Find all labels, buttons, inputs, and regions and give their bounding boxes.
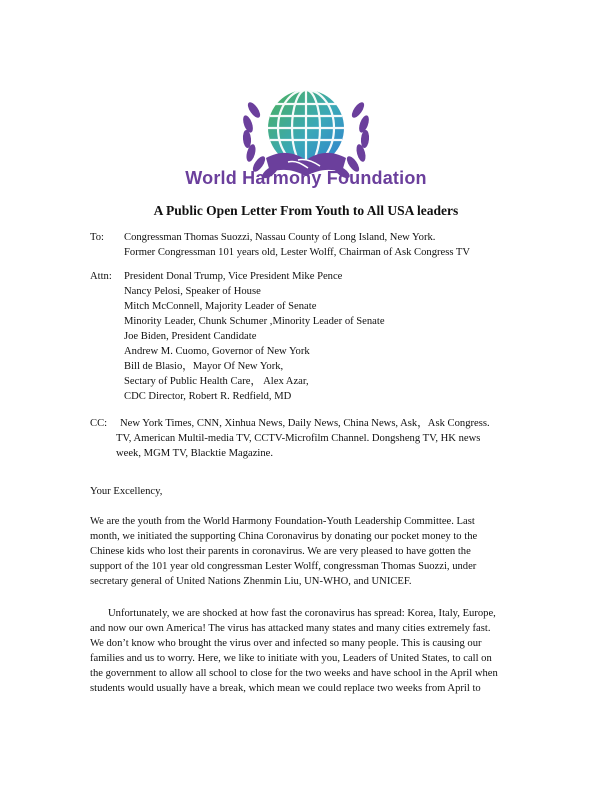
attn-line: Sectary of Public Health Care， Alex Azar, <box>124 376 309 387</box>
to-recipients <box>124 230 470 260</box>
paragraph-line: students would usually have a break, which mean we could replace two weeks from April to <box>90 683 481 694</box>
attn-line: Joe Biden, President Candidate <box>124 331 257 342</box>
attn-recipients <box>124 269 385 404</box>
salutation: Your Excellency, <box>90 486 163 497</box>
paragraph-line: and now our own America! The virus has attacked many states and many cities extremely fast. <box>90 623 491 634</box>
org-name: World Harmony Foundation <box>185 168 427 188</box>
paragraph-2 <box>90 606 498 696</box>
paragraph-line: support of the 101 year old congressman Lester Wolff, congressman Thomas Suozzi, under <box>90 561 477 572</box>
attn-line: Nancy Pelosi, Speaker of House <box>124 286 261 297</box>
cc-line: week, MGM TV, Blacktie Magazine. <box>116 448 274 459</box>
paragraph-line: families and us to worry. Here, we like to initiate with you, Leaders of United States, to call on <box>90 653 492 664</box>
attn-line: Minority Leader, Chunk Schumer ,Minority Leader of Senate <box>124 316 385 327</box>
paragraph-line: the government to allow all school to close for the two weeks and have school in the April when <box>90 668 498 679</box>
paragraph-line: We are the youth from the World Harmony Foundation-Youth Leadership Committee. Last <box>90 516 475 527</box>
attn-line: President Donal Trump, Vice President Mike Pence <box>124 271 343 282</box>
paragraph-line: secretary general of United Nations Zhenmin Liu, UN-WHO, and UNICEF. <box>90 576 412 587</box>
cc-label: CC: <box>90 418 108 429</box>
paragraph-line: Chinese kids who lost their parents in coronavirus. We are very pleased to have gotten the <box>90 546 471 557</box>
paragraph-line: We don’t know who brought the virus over and infected so many people. This is causing our <box>90 638 482 649</box>
to-label: To: <box>90 232 104 243</box>
attn-line: CDC Director, Robert R. Redfield, MD <box>124 391 292 402</box>
paragraph-line: month, we initiated the supporting China Coronavirus by donating our pocket money to the <box>90 531 478 542</box>
attn-line: Andrew M. Cuomo, Governor of New York <box>124 346 310 357</box>
attn-line: Mitch McConnell, Majority Leader of Senate <box>124 301 317 312</box>
attn-label: Attn: <box>90 271 112 282</box>
paragraph-1 <box>90 514 477 589</box>
to-line: Former Congressman 101 years old, Lester Wolff, Chairman of Ask Congress TV <box>124 247 471 258</box>
letter-title: A Public Open Letter From Youth to All USA leaders <box>153 203 459 218</box>
cc-line: New York Times, CNN, Xinhua News, Daily News, China News, Ask，Ask Congress. <box>120 418 490 429</box>
to-line: Congressman Thomas Suozzi, Nassau County of Long Island, New York. <box>124 232 436 243</box>
paragraph-line: Unfortunately, we are shocked at how fast the coronavirus has spread: Korea, Italy, Europe, <box>108 608 496 619</box>
attn-line: Bill de Blasio，Mayor Of New York, <box>124 361 284 372</box>
cc-line: TV, American Multil-media TV, CCTV-Microfilm Channel. Dongsheng TV, HK news <box>116 433 481 444</box>
